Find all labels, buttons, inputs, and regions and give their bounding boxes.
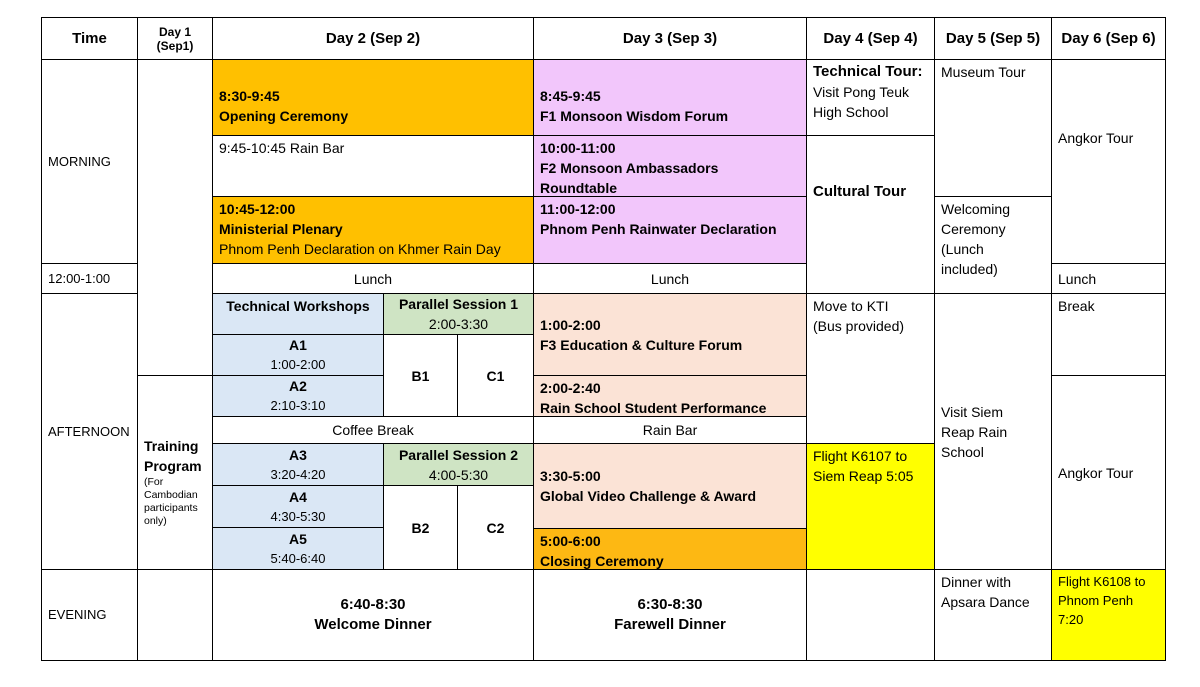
day2-parallel-session-1: Parallel Session 1 2:00-3:30 (383, 293, 534, 335)
day2-workshop-a4: A4 4:30-5:30 (212, 485, 384, 528)
day4-empty-evening (806, 569, 935, 661)
day3-video-challenge: 3:30-5:00 Global Video Challenge & Award (533, 443, 807, 529)
header-day1: Day 1 (Sep1) (137, 17, 213, 60)
header-day6: Day 6 (Sep 6) (1051, 17, 1166, 60)
day2-session-b1: B1 (383, 334, 458, 417)
day6-flight-k6108: Flight K6108 to Phnom Penh 7:20 (1051, 569, 1166, 661)
day3-student-performance: 2:00-2:40 Rain School Student Performance (533, 375, 807, 417)
day2-rain-bar: 9:45-10:45 Rain Bar (212, 135, 534, 197)
day1-training-program: Training Program (For Cambodian participants only) (137, 375, 213, 570)
day2-session-b2: B2 (383, 485, 458, 570)
header-day3: Day 3 (Sep 3) (533, 17, 807, 60)
day4-cultural-tour: Cultural Tour (806, 135, 935, 294)
day4-technical-tour: Technical Tour: Visit Pong Teuk High School (806, 59, 935, 136)
day4-flight-k6107: Flight K6107 to Siem Reap 5:05 (806, 443, 935, 570)
day6-lunch: Lunch (1051, 263, 1166, 294)
time-evening: EVENING (41, 569, 138, 661)
day6-angkor-tour-afternoon: Angkor Tour (1051, 375, 1166, 570)
day2-workshop-a3: A3 3:20-4:20 (212, 443, 384, 486)
day3-lunch: Lunch (533, 263, 807, 294)
day2-workshop-a2: A2 2:10-3:10 (212, 375, 384, 417)
day3-f1-forum: 8:45-9:45 F1 Monsoon Wisdom Forum (533, 59, 807, 136)
day3-rainwater-declaration: 11:00-12:00 Phnom Penh Rainwater Declaration (533, 196, 807, 264)
header-day5: Day 5 (Sep 5) (934, 17, 1052, 60)
time-afternoon: AFTERNOON (41, 293, 138, 570)
day2-ministerial-plenary: 10:45-12:00 Ministerial Plenary Phnom Penh Declaration on Khmer Rain Day (212, 196, 534, 264)
day3-rain-bar: Rain Bar (533, 416, 807, 444)
day6-break: Break (1051, 293, 1166, 376)
day4-move-to-kti: Move to KTI (Bus provided) (806, 293, 935, 444)
day3-farewell-dinner: 6:30-8:30 Farewell Dinner (533, 569, 807, 661)
header-day2: Day 2 (Sep 2) (212, 17, 534, 60)
day1-empty-top (137, 59, 213, 376)
day1-empty-evening (137, 569, 213, 661)
header-day4: Day 4 (Sep 4) (806, 17, 935, 60)
day2-welcome-dinner: 6:40-8:30 Welcome Dinner (212, 569, 534, 661)
day2-parallel-session-2: Parallel Session 2 4:00-5:30 (383, 443, 534, 486)
day2-workshop-a1: A1 1:00-2:00 (212, 334, 384, 376)
day5-visit-rain-school: Visit Siem Reap Rain School (934, 293, 1052, 570)
day2-lunch: Lunch (212, 263, 534, 294)
day2-technical-workshops: Technical Workshops (212, 293, 384, 335)
header-time: Time (41, 17, 138, 60)
day5-apsara-dinner: Dinner with Apsara Dance (934, 569, 1052, 661)
day2-session-c2: C2 (457, 485, 534, 570)
day5-welcoming-ceremony: Welcoming Ceremony (Lunch included) (934, 196, 1052, 294)
day2-opening-ceremony: 8:30-9:45 Opening Ceremony (212, 59, 534, 136)
day2-session-c1: C1 (457, 334, 534, 417)
day6-angkor-tour-morning: Angkor Tour (1051, 59, 1166, 264)
day3-closing-ceremony: 5:00-6:00 Closing Ceremony (533, 528, 807, 570)
day3-f2-roundtable: 10:00-11:00 F2 Monsoon Ambassadors Roundtable (533, 135, 807, 197)
day2-workshop-a5: A5 5:40-6:40 (212, 527, 384, 570)
time-morning: MORNING (41, 59, 138, 264)
time-noon: 12:00-1:00 (41, 263, 138, 294)
day3-f3-forum: 1:00-2:00 F3 Education & Culture Forum (533, 293, 807, 376)
day2-coffee-break: Coffee Break (212, 416, 534, 444)
day5-museum-tour: Museum Tour (934, 59, 1052, 197)
